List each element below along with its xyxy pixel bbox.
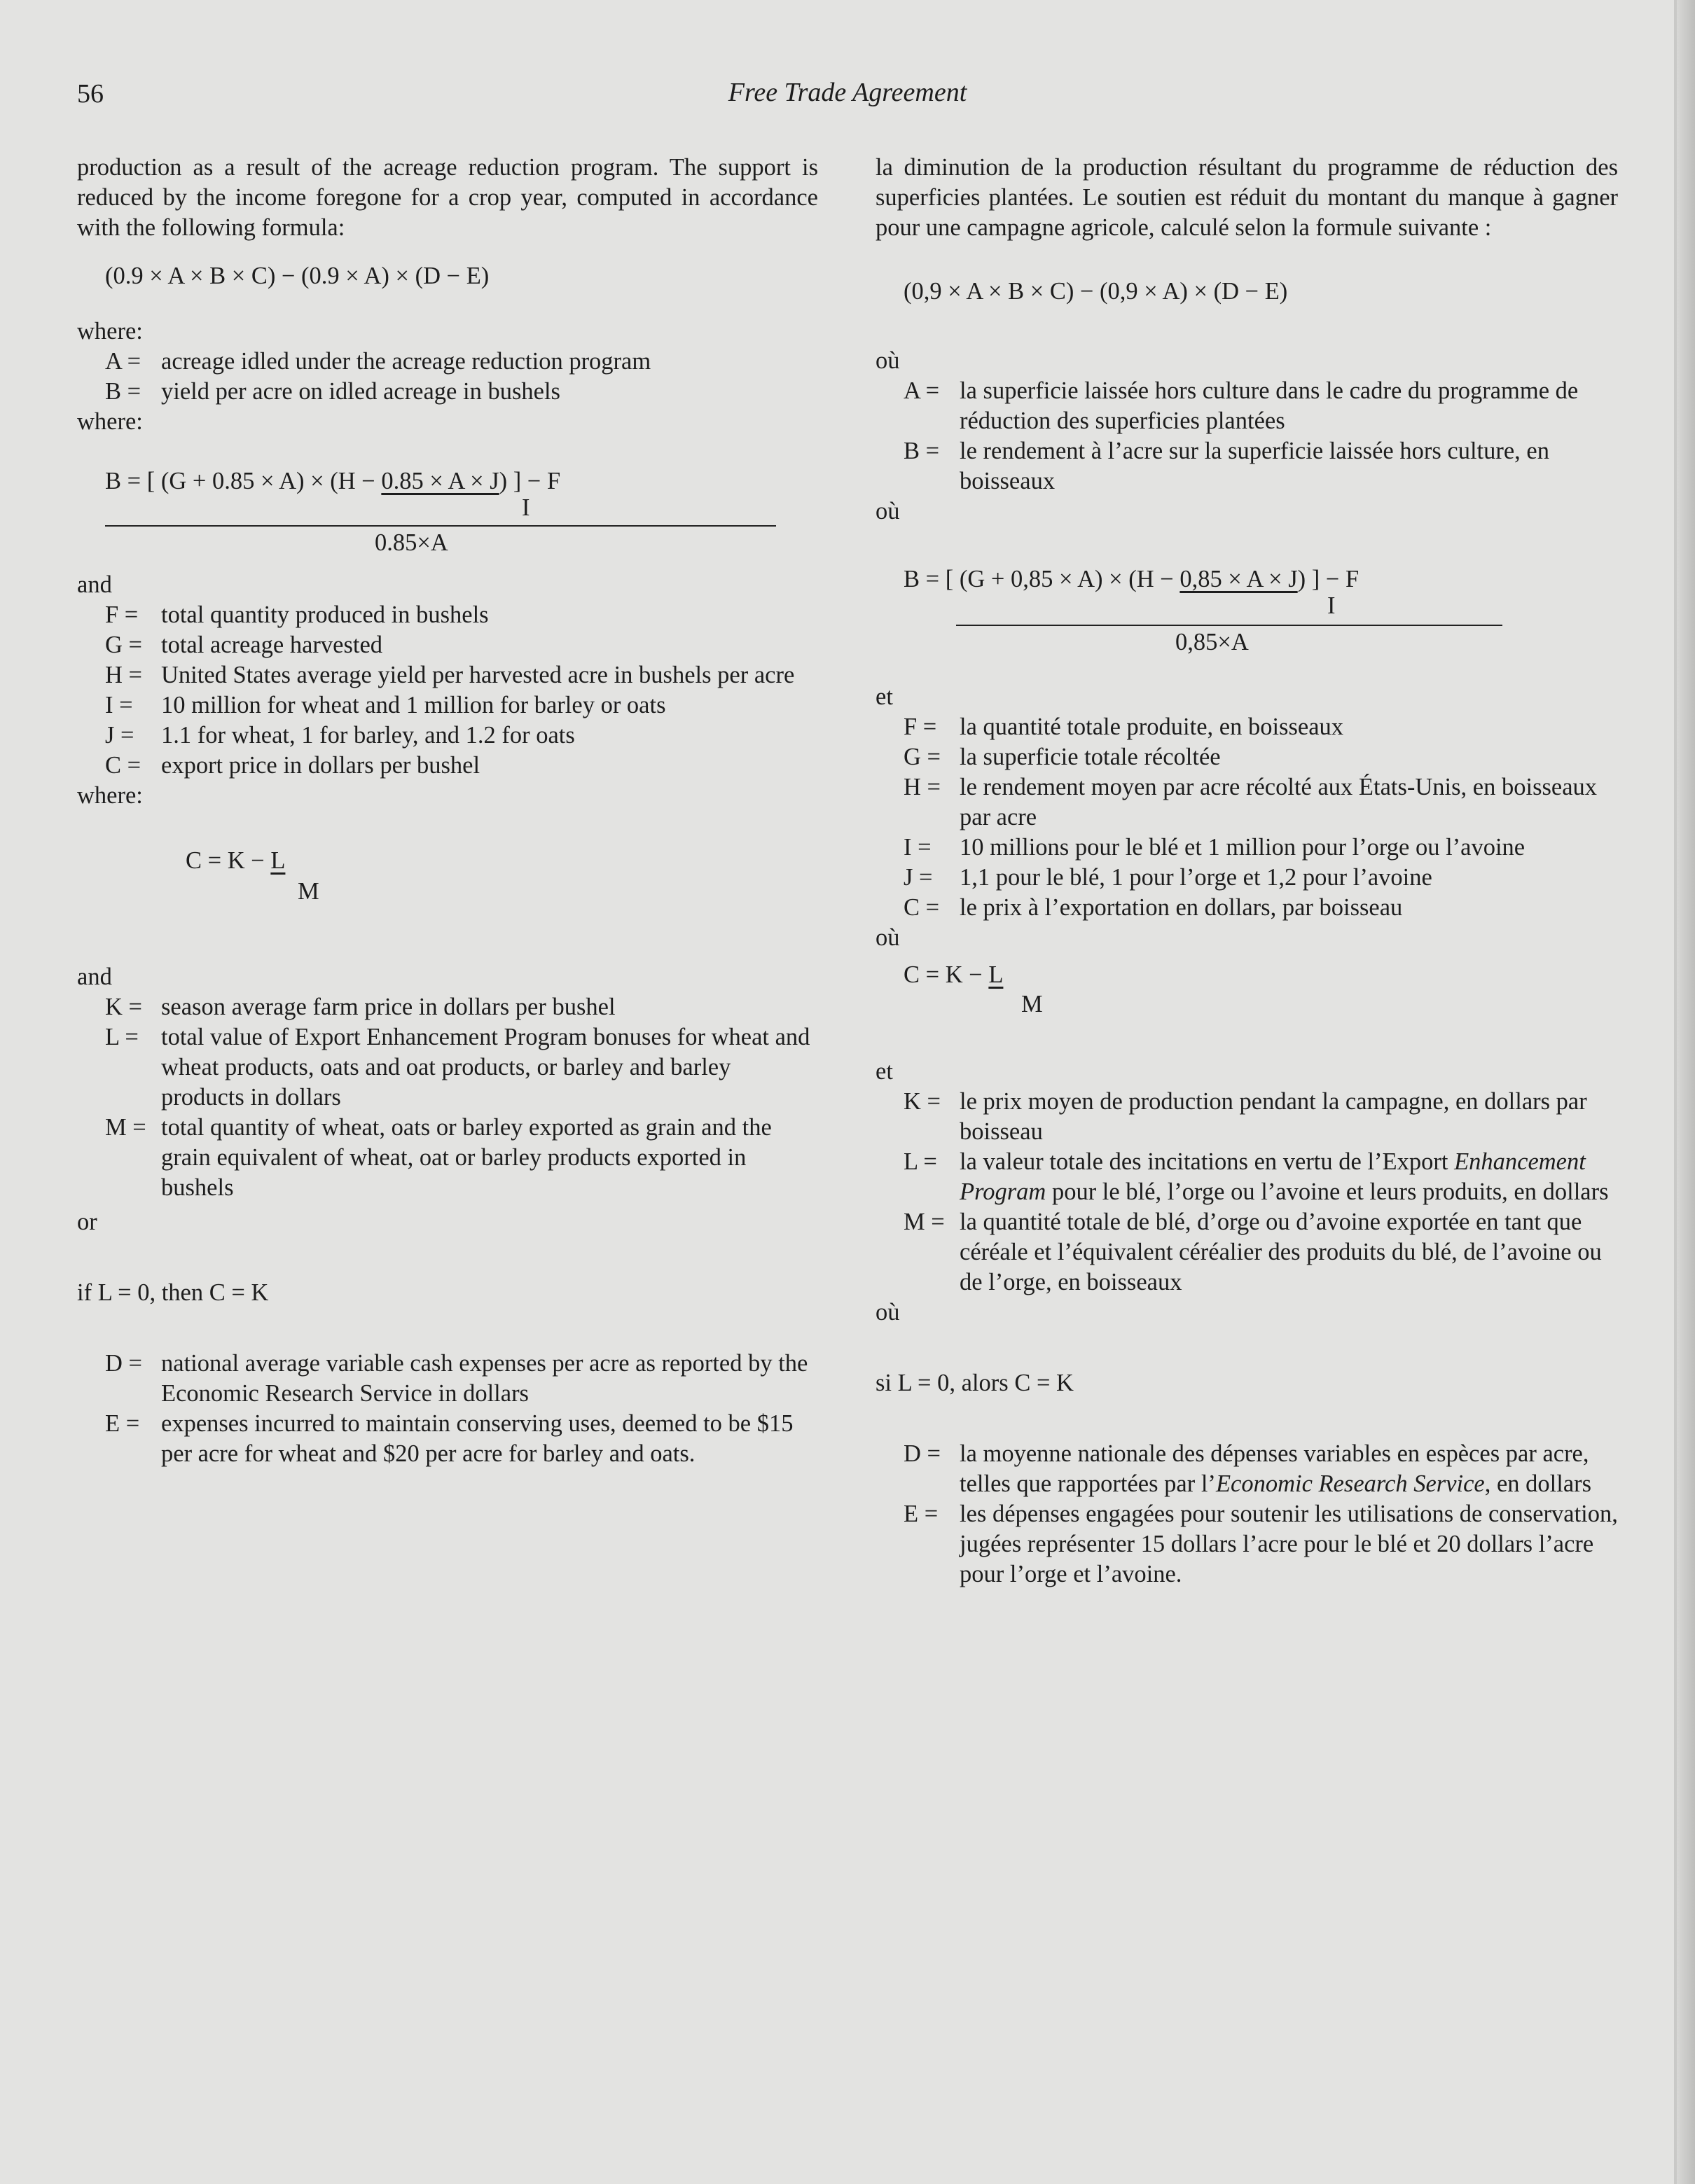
definition-item: L = la valeur totale des incitations en vertu de l’Export Enhancement Program pour le blé, l’orge ou l’avoine et leurs produits, en dollars [904, 1148, 1609, 1205]
french-column [876, 153, 1618, 1590]
running-title: Free Trade Agreement [728, 78, 967, 107]
if-l-zero-en: if L = 0, then C = K [77, 1279, 269, 1306]
formula-b-denominator: 0.85×A [375, 529, 448, 556]
fraction-bar [105, 525, 776, 527]
definition-item: G = la superficie totale récoltée [904, 744, 1221, 770]
where-label: where: [77, 318, 143, 345]
et-label: et [876, 1058, 893, 1085]
definition-item: F = total quantity produced in bushels [105, 601, 489, 628]
definition-text: yield per acre on idled acreage in bushels [161, 378, 560, 405]
page-edge [1677, 0, 1695, 2184]
definition-item: G = total acreage harvested [105, 632, 383, 658]
definition-item: H = le rendement moyen par acre récolté aux États-Unis, en boisseaux par acre [904, 774, 1598, 830]
definition-item: C = export price in dollars per bushel [105, 752, 480, 779]
definition-item: A = la superficie laissée hors culture dans le cadre du programme de réduction des superficies plantées [904, 377, 1579, 434]
definition-item: I = 10 million for wheat and 1 million for barley or oats [105, 692, 666, 718]
formula-b-en [77, 437, 818, 570]
ou-label: où [876, 498, 900, 524]
formula-c-numerator: L [270, 847, 286, 874]
et-label: et [876, 683, 893, 710]
definition-item: E = expenses incurred to maintain conserving uses, deemed to be $15 per acre for wheat and $20 per acre for barley and oats. [105, 1410, 794, 1467]
definition-item: C = le prix à l’exportation en dollars, par boisseau [904, 894, 1403, 921]
definition-item [77, 377, 818, 407]
where-label: where: [77, 782, 143, 809]
definition-key: B = [105, 378, 141, 405]
formula-b-tail: ) ] − F [499, 468, 561, 494]
definition-item: D = national average variable cash expenses per acre as reported by the Economic Research Service in dollars [105, 1350, 808, 1407]
ou-label: où [876, 924, 900, 951]
definition-text: acreage idled under the acreage reduction program [161, 348, 651, 375]
definition-item: H = United States average yield per harvested acre in bushels per acre [105, 662, 795, 688]
intro-paragraph-fr: la diminution de la production résultant du programme de réduction des superficies plantées. Le soutien est réduit du montant du manque à gagner pour une campagne agricole, calculé selon la formule suivante : [876, 154, 1618, 241]
definition-item: J = 1.1 for wheat, 1 for barley, and 1.2 for oats [105, 722, 575, 749]
definition-item: J = 1,1 pour le blé, 1 pour l’orge et 1,2 pour l’avoine [904, 864, 1432, 891]
definition-item: M = la quantité totale de blé, d’orge ou d’avoine exportée en tant que céréale et l’équivalent céréalier des produits du blé, de l’avoine ou de l’orge, en boisseaux [904, 1209, 1602, 1295]
formula-b-numerator: 0.85 × A × J [381, 468, 499, 494]
definition-item: L = total value of Export Enhancement Program bonuses for wheat and wheat products, oats and oat products, or barley and barley products in dollars [105, 1024, 810, 1111]
definition-item: B = le rendement à l’acre sur la superficie laissée hors culture, en boisseaux [904, 438, 1549, 494]
definition-item: D = la moyenne nationale des dépenses variables en espèces par acre, telles que rapportées par l’Economic Research Service, en dollars [904, 1440, 1592, 1497]
formula-c-en: C = K − L M [77, 811, 818, 962]
definition-item: K = le prix moyen de production pendant la campagne, en dollars par boisseau [904, 1088, 1587, 1145]
formula-c-denominator: M [298, 878, 319, 905]
definition-key: A = [105, 348, 141, 375]
formula-b-lead: B = [ (G + 0.85 × A) × (H − [105, 468, 382, 494]
page-number: 56 [77, 79, 104, 109]
and-label: and [77, 964, 112, 990]
definition-item [77, 347, 818, 377]
fraction-bar [956, 625, 1502, 626]
formula-income-foregone-fr: (0,9 × A × B × C) − (0,9 × A) × (D − E) [904, 278, 1288, 305]
where-label: where: [77, 408, 143, 435]
formula-income-foregone-en: (0.9 × A × B × C) − (0.9 × A) × (D − E) [105, 263, 490, 289]
definition-item: M = total quantity of wheat, oats or barley exported as grain and the grain equivalent of wheat, oat or barley products exported in bushels [105, 1114, 772, 1201]
si-l-zero-fr: si L = 0, alors C = K [876, 1370, 1074, 1396]
definition-item: K = season average farm price in dollars per bushel [105, 994, 616, 1020]
ou-label: où [876, 1299, 900, 1326]
english-column [77, 153, 818, 1469]
definition-item: I = 10 millions pour le blé et 1 million pour l’orge ou l’avoine [904, 834, 1526, 861]
ou-label: où [876, 347, 900, 374]
definition-item: F = la quantité totale produite, en boisseaux [904, 714, 1344, 740]
intro-paragraph-en: production as a result of the acreage reduction program. The support is reduced by the income foregone for a crop year, computed in accordance with the following formula: [77, 154, 818, 241]
formula-b-denominator-small: I [522, 494, 530, 521]
or-label: or [77, 1209, 97, 1235]
formula-c-fr: C = K − L M [904, 961, 1043, 1017]
formula-b-fr: B = [ (G + 0,85 × A) × (H − 0,85 × A × J) ] − F I 0,85×A [876, 527, 1618, 682]
and-label: and [77, 571, 112, 598]
definition-item: E = les dépenses engagées pour soutenir les utilisations de conservation, jugées représenter 15 dollars l’acre pour le blé et 20 dollars l’acre pour l’orge et l’avoine. [904, 1501, 1618, 1587]
